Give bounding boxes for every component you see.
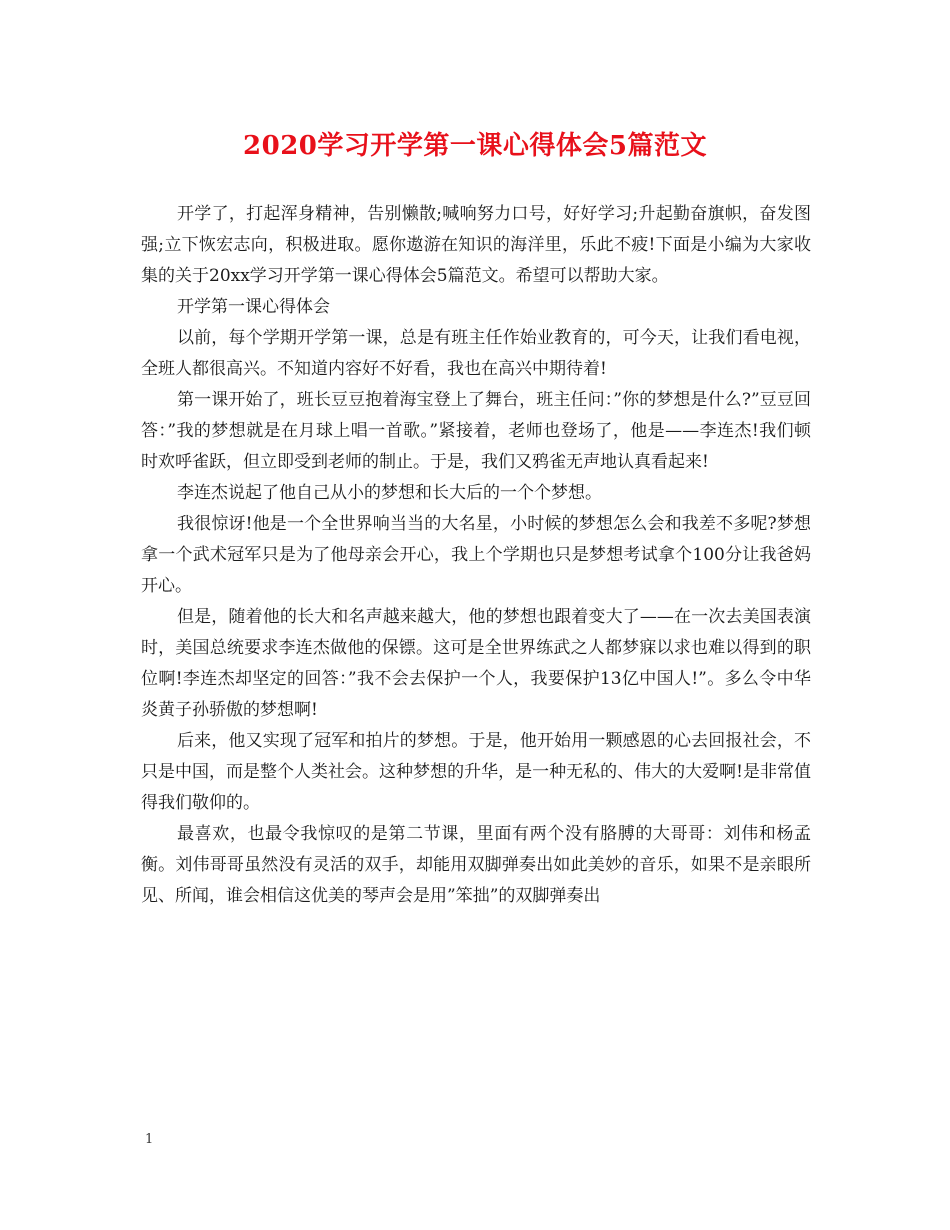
- paragraph: 我很惊讶!他是一个全世界响当当的大名星，小时候的梦想怎么会和我差不多呢?梦想拿一个武术冠军只是为了他母亲会开心，我上个学期也只是梦想考试拿个100分让我爸妈开心。: [141, 514, 811, 596]
- paragraph-section-heading: 开学第一课心得体会: [177, 297, 330, 317]
- paragraph: 最喜欢，也最令我惊叹的是第二节课，里面有两个没有胳膊的大哥哥：刘伟和杨孟衡。刘伟哥哥虽然没有灵活的双手，却能用双脚弹奏出如此美妙的音乐，如果不是亲眼所见、所闻，谁会相信这优美的琴声会是用”笨拙”的双脚弹奏出: [141, 824, 811, 906]
- paragraph: 后来，他又实现了冠军和拍片的梦想。于是，他开始用一颗感恩的心去回报社会，不只是中国，而是整个人类社会。这种梦想的升华，是一种无私的、伟大的大爱啊!是非常值得我们敬仰的。: [141, 731, 811, 813]
- paragraph: 以前，每个学期开学第一课，总是有班主任作始业教育的，可今天，让我们看电视，全班人都很高兴。不知道内容好不好看，我也在高兴中期待着!: [141, 328, 811, 379]
- document-body: [141, 199, 811, 912]
- page-number: 1: [145, 1132, 154, 1147]
- paragraph: 第一课开始了，班长豆豆抱着海宝登上了舞台，班主任问：”你的梦想是什么?”豆豆回答：”我的梦想就是在月球上唱一首歌。”紧接着，老师也登场了，他是——李连杰!我们顿时欢呼雀跃，但立即受到老师的制止。于是，我们又鸦雀无声地认真看起来!: [141, 390, 811, 472]
- paragraph-intro: 开学了，打起浑身精神，告别懒散;喊响努力口号，好好学习;升起勤奋旗帜，奋发图强;立下恢宏志向，积极进取。愿你遨游在知识的海洋里，乐此不疲!下面是小编为大家收集的关于20xx学习开学第一课心得体会5篇范文。希望可以帮助大家。: [141, 204, 811, 286]
- paragraph: 但是，随着他的长大和名声越来越大，他的梦想也跟着变大了——在一次去美国表演时，美国总统要求李连杰做他的保镖。这可是全世界练武之人都梦寐以求也难以得到的职位啊!李连杰却坚定的回答：”我不会去保护一个人，我要保护13亿中国人!”。多么令中华炎黄子孙骄傲的梦想啊!: [141, 607, 811, 720]
- document-title: 2020学习开学第一课心得体会5篇范文: [243, 131, 707, 161]
- paragraph: 李连杰说起了他自己从小的梦想和长大后的一个个梦想。: [177, 483, 602, 503]
